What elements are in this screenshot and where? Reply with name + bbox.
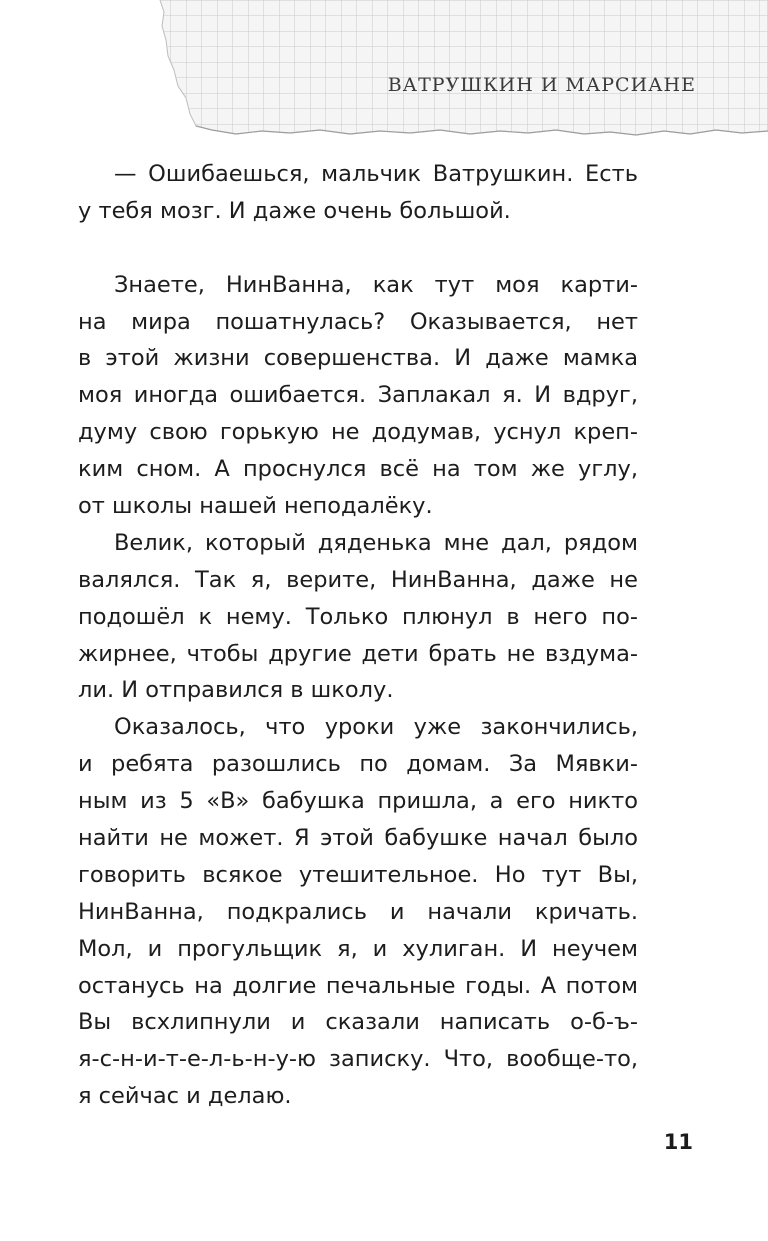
text-line: в этой жизни совершенства. И даже мамка [78, 345, 638, 372]
text-line: найти не может. Я этой бабушке начал было [78, 825, 638, 852]
paragraph [78, 709, 638, 1115]
text-line: я сейчас и делаю. [78, 1083, 292, 1110]
page-number: 11 [663, 1130, 693, 1154]
text-line: ким сном. А проснулся всё на том же углу, [78, 456, 638, 483]
paragraph-gap [78, 230, 638, 267]
text-line: говорить всякое утешительное. Но тут Вы, [78, 861, 638, 888]
text-line: Знаете, НинВанна, как тут моя карти- [114, 271, 638, 298]
text-line: ным из 5 «В» бабушка пришла, а его никто [78, 788, 638, 815]
text-line: Оказалось, что уроки уже закончились, [114, 714, 638, 741]
paragraph [78, 525, 638, 709]
text-line: подошёл к нему. Только плюнул в него по- [78, 603, 638, 630]
running-head: ВАТРУШКИН И МАРСИАНЕ [387, 74, 696, 96]
text-line: останусь на долгие печальные годы. А потом [78, 972, 638, 999]
text-line: Велик, который дяденька мне дал, рядом [114, 529, 638, 556]
body-text [78, 156, 638, 1115]
paragraph [78, 267, 638, 525]
text-line: думу свою горькую не додумав, уснул креп- [78, 419, 638, 446]
text-line: Вы всхлипнули и сказали написать о-б-ъ- [78, 1009, 638, 1036]
paragraph [78, 156, 638, 230]
text-line: — Ошибаешься, мальчик Ватрушкин. Есть [114, 161, 638, 187]
text-line: на мира пошатнулась? Оказывается, нет [78, 308, 638, 335]
text-line: ли. И отправился в школу. [78, 677, 394, 704]
text-line: я-с-н-и-т-е-л-ь-н-у-ю записку. Что, вообще-то, [78, 1046, 638, 1073]
text-line: от школы нашей неподалёку. [78, 493, 433, 520]
text-line: Мол, и прогульщик я, и хулиган. И неучем [78, 935, 638, 962]
text-line: валялся. Так я, верите, НинВанна, даже не [78, 566, 638, 593]
text-line: и ребята разошлись по домам. За Мявки- [78, 751, 638, 778]
text-line: НинВанна, подкрались и начали кричать. [78, 898, 638, 925]
text-line: у тебя мозг. И даже очень большой. [78, 197, 511, 224]
text-line: жирнее, чтобы другие дети брать не вздума- [78, 640, 638, 667]
text-line: моя иногда ошибается. Заплакал я. И вдруг, [78, 382, 638, 409]
